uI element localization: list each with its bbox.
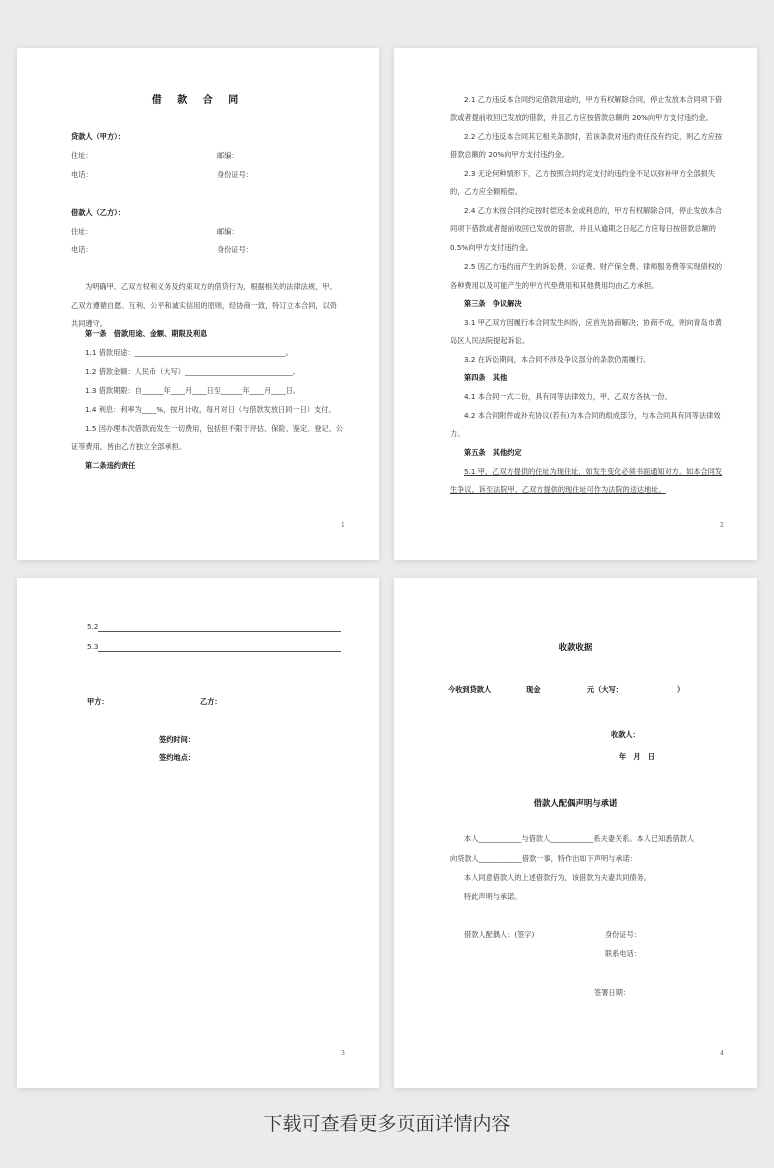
article-1-heading: 第一条 借款用途、金额、期限及利息 bbox=[85, 329, 208, 338]
intro-line-3: 共同遵守。 bbox=[71, 319, 107, 328]
spouse-statement-line-2: 向贷款人____________借款一事，特作出如下声明与承诺： bbox=[450, 854, 637, 863]
clause-2-5b: 各种费用以及可能产生的甲方代垫费用和其他费用均由乙方承担。 bbox=[450, 281, 659, 290]
clause-1-3: 1.3 借款期限：自______年____月____日至______年____月____日。 bbox=[85, 386, 300, 395]
lender-id-label: 身份证号： bbox=[217, 170, 253, 179]
signing-place-label: 签约地点： bbox=[159, 753, 195, 762]
clause-3-2: 3.2 在诉讼期间，本合同不涉及争议部分的条款仍需履行。 bbox=[464, 355, 651, 364]
clause-5-2-line bbox=[98, 631, 341, 632]
clause-3-1a: 3.1 甲乙双方因履行本合同发生纠纷，应首先协商解决；协商不成，则向青岛市黄 bbox=[464, 318, 723, 327]
page-number: 3 bbox=[341, 1050, 345, 1057]
spouse-signature-label: 借款人配偶人：(签字) bbox=[464, 930, 535, 939]
party-a-signature-label: 甲方： bbox=[87, 697, 109, 706]
borrower-phone-label: 电话： bbox=[71, 245, 93, 254]
page-number: 2 bbox=[720, 522, 724, 529]
receipt-title: 收款收据 bbox=[558, 642, 593, 652]
spouse-contact-label: 联系电话： bbox=[605, 949, 641, 958]
clause-2-1b: 款或者提前收回已发放的借款，并且乙方应按借款总额的 20%向甲方支付违约金。 bbox=[450, 113, 713, 122]
spouse-id-label: 身份证号： bbox=[605, 930, 641, 939]
contract-title: 借 款 合 同 bbox=[151, 95, 245, 106]
receipt-cash: 现金 bbox=[526, 685, 541, 694]
article-4-heading: 第四条 其他 bbox=[464, 373, 508, 382]
receipt-payee-label: 收款人： bbox=[611, 730, 640, 739]
clause-2-4a: 2.4 乙方未按合同约定按时偿还本金或利息的，甲方有权解除合同，停止发放本合 bbox=[464, 206, 723, 215]
clause-2-5a: 2.5 因乙方违约而产生的诉讼费、公证费、财产保全费、律师服务费等实现债权的 bbox=[464, 262, 723, 271]
spouse-statement-line-1: 本人____________与借款人____________系夫妻关系。本人已知悉借款人 bbox=[464, 834, 695, 843]
page-number: 4 bbox=[720, 1050, 724, 1057]
clause-1-5b: 证等费用，皆由乙方独立全部承担。 bbox=[71, 442, 187, 451]
borrower-address-label: 住址： bbox=[71, 227, 93, 236]
receipt-received-from: 今收到贷款人 bbox=[448, 685, 492, 694]
clause-2-2a: 2.2 乙方违反本合同其它相关条款时，若该条款对违约责任没有约定，则乙方应按 bbox=[464, 132, 723, 141]
clause-1-1: 1.1 借款用途：__________________________________________。 bbox=[85, 348, 293, 357]
spouse-statement-line-3: 本人同意借款人的上述借款行为，该借款为夫妻共同债务。 bbox=[464, 873, 651, 882]
intro-line-2: 乙双方遵循自愿、互利、公平和诚实信用的原则，经协商一致，特订立本合同，以资 bbox=[71, 301, 337, 310]
receipt-paren-close: ） bbox=[677, 685, 685, 694]
receipt-date: 年 月 日 bbox=[619, 752, 655, 761]
clause-1-4: 1.4 利息：利率为____%，按月计收，每月对日（与借款发放日同一日）支付。 bbox=[85, 405, 336, 414]
download-more-caption: 下载可查看更多页面详情内容 bbox=[263, 1113, 511, 1135]
clause-2-1a: 2.1 乙方违反本合同约定借款用途的，甲方有权解除合同，停止发放本合同项下借 bbox=[464, 95, 723, 104]
clause-5-1b: 生争议，诉至法院甲、乙双方提供的现住址可作为法院的送达地址。 bbox=[450, 485, 666, 494]
spouse-statement-line-4: 特此声明与承诺。 bbox=[464, 892, 522, 901]
article-5-heading: 第五条 其他约定 bbox=[464, 448, 522, 457]
page-number: 1 bbox=[341, 522, 345, 529]
lender-address-label: 住址： bbox=[71, 151, 93, 160]
clause-2-4b: 同项下借款或者提前收回已发放的借款，并且从逾期之日起乙方应每日按借款总额的 bbox=[450, 224, 716, 233]
clause-5-1a: 5.1 甲、乙双方提供的住址为现住址，如发生变化必须书面通知对方。如本合同发 bbox=[464, 467, 723, 476]
signing-time-label: 签约时间： bbox=[159, 735, 195, 744]
lender-postcode-label: 邮编： bbox=[217, 151, 239, 160]
clause-4-2b: 力。 bbox=[450, 429, 465, 438]
spouse-statement-title: 借款人配偶声明与承诺 bbox=[533, 798, 618, 808]
borrower-label: 借款人（乙方）： bbox=[71, 208, 125, 217]
sign-date-label: 签署日期： bbox=[594, 988, 630, 997]
clause-1-5a: 1.5 因办理本次借款而发生一切费用，包括但不限于评估、保险、鉴定、登记、公 bbox=[85, 424, 344, 433]
clause-2-3a: 2.3 无论何种情形下，乙方按照合同约定支付的违约金不足以弥补甲方全部损失 bbox=[464, 169, 715, 178]
borrower-postcode-label: 邮编： bbox=[217, 227, 239, 236]
document-page-3 bbox=[17, 578, 379, 1088]
clause-5-2-label: 5.2 bbox=[87, 622, 99, 631]
clause-4-2a: 4.2 本合同附件或补充协议(若有)为本合同的组成部分，与本合同具有同等法律效 bbox=[464, 411, 721, 420]
receipt-amount-words: 元（大写： bbox=[587, 685, 623, 694]
clause-5-3-line bbox=[98, 651, 341, 652]
lender-phone-label: 电话： bbox=[71, 170, 93, 179]
borrower-id-label: 身份证号： bbox=[217, 245, 253, 254]
clause-2-4c: 0.5%向甲方支付违约金。 bbox=[450, 243, 533, 252]
article-2-heading: 第二条违约责任 bbox=[85, 461, 136, 470]
party-b-signature-label: 乙方： bbox=[200, 697, 222, 706]
clause-1-2: 1.2 借款金额：人民币（大写）______________________________。 bbox=[85, 367, 300, 376]
article-3-heading: 第三条 争议解决 bbox=[464, 299, 522, 308]
clause-5-3-label: 5.3 bbox=[87, 642, 99, 651]
clause-2-3b: 的，乙方应全额赔偿。 bbox=[450, 187, 522, 196]
clause-2-2b: 借款总额的 20%向甲方支付违约金。 bbox=[450, 150, 569, 159]
document-page-1 bbox=[17, 48, 379, 560]
document-page-2 bbox=[394, 48, 757, 560]
clause-3-1b: 岛区人民法院提起诉讼。 bbox=[450, 336, 530, 345]
lender-label: 贷款人（甲方）： bbox=[71, 132, 125, 141]
document-page-4 bbox=[394, 578, 757, 1088]
intro-line-1: 为明确甲、乙双方权利义务及约束双方的借贷行为，根据相关的法律法规，甲、 bbox=[85, 282, 337, 291]
clause-4-1: 4.1 本合同一式二份，具有同等法律效力，甲、乙双方各执一份。 bbox=[464, 392, 672, 401]
